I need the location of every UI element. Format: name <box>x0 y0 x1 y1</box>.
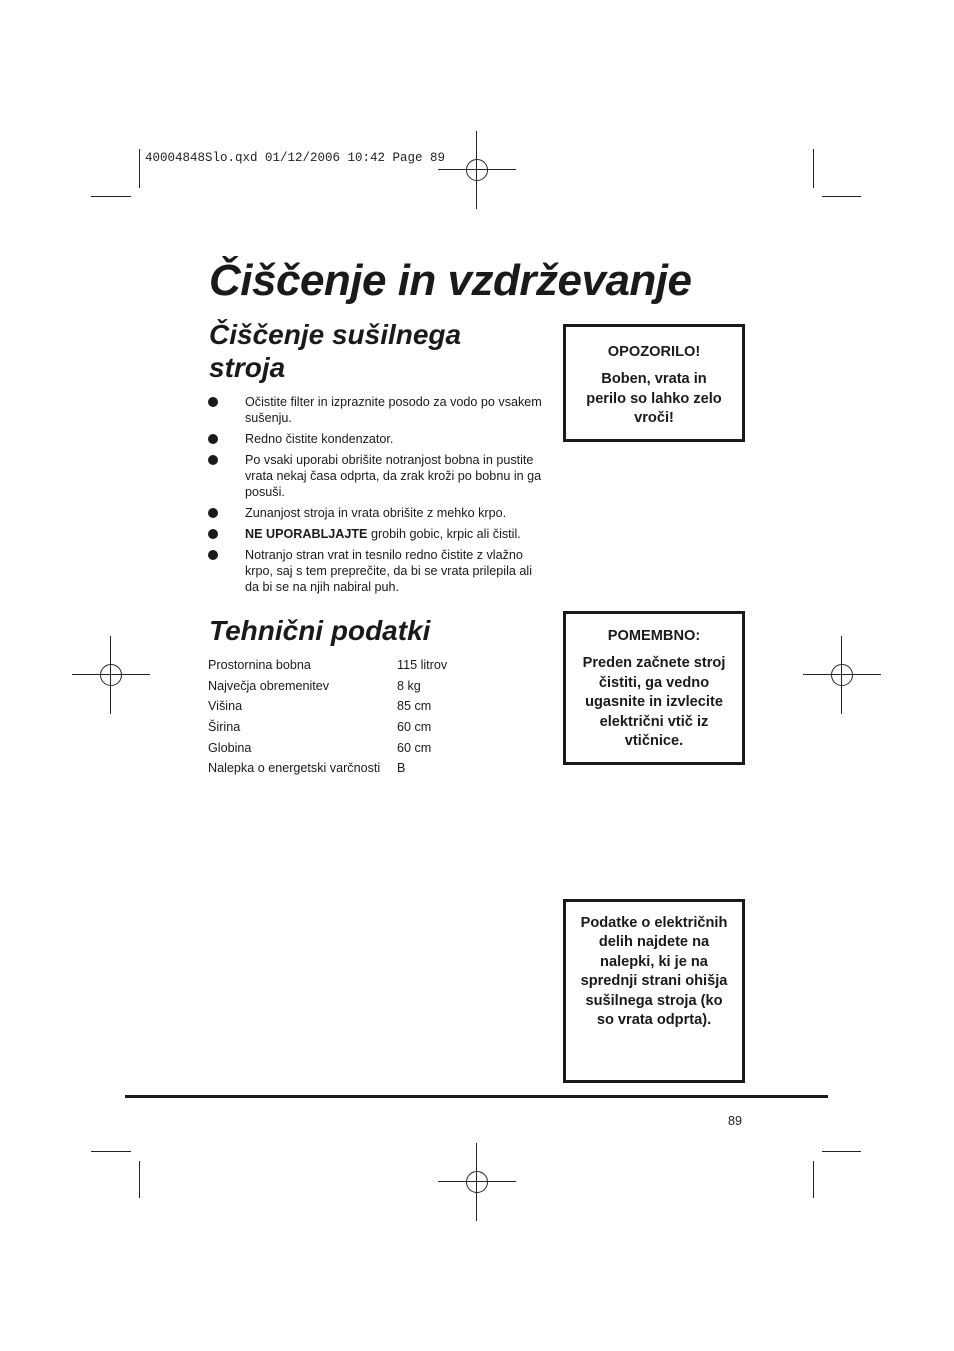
registration-mark-bottom <box>438 1143 516 1221</box>
table-row <box>206 676 449 697</box>
spec-value: 60 cm <box>397 720 432 735</box>
info-text: Podatke o električnih delih najdete na nalepki, ki je na sprednji strani ohišja sušilnega stroja (ko so vrata odprta). <box>580 915 728 1029</box>
registration-mark-top <box>438 131 516 209</box>
list-item <box>208 431 548 447</box>
spec-label: Največja obremenitev <box>208 678 330 693</box>
warning-title: OPOZORILO! <box>607 344 701 360</box>
table-row <box>206 655 449 676</box>
important-title: POMEMBNO: <box>607 628 701 644</box>
bullet-text: Notranjo stran vrat in tesnilo redno čistite z vlažno krpo, saj s tem preprečite, da bi se vrata prilepila ali da bi se na njih nabiral puh. <box>245 548 532 594</box>
table-row <box>206 717 449 738</box>
important-box <box>563 611 745 765</box>
list-item <box>208 526 548 542</box>
info-box <box>563 899 745 1083</box>
bullet-text: Redno čistite kondenzator. <box>245 432 394 446</box>
spec-label: Globina <box>208 740 252 755</box>
bullet-icon <box>208 529 218 539</box>
spec-value: B <box>397 761 406 776</box>
cleaning-heading: Čiščenje sušilnega stroja <box>209 319 462 383</box>
registration-mark-left <box>72 636 150 714</box>
spec-value: 115 litrov <box>397 658 448 673</box>
bullet-icon <box>208 508 218 518</box>
bullet-icon <box>208 397 218 407</box>
footer-rule <box>125 1095 828 1098</box>
bullet-strong: NE UPORABLJAJTE <box>245 527 368 541</box>
cleaning-list <box>208 394 548 600</box>
page-title: Čiščenje in vzdrževanje <box>209 256 692 305</box>
warning-box <box>563 324 745 442</box>
list-item <box>208 394 548 426</box>
bullet-icon <box>208 434 218 444</box>
bullet-icon <box>208 550 218 560</box>
table-row <box>206 758 449 779</box>
table-row <box>206 696 449 717</box>
warning-text: Boben, vrata in perilo so lahko zelo vroči! <box>586 371 722 427</box>
list-item <box>208 452 548 500</box>
registration-mark-right <box>803 636 881 714</box>
spec-value: 85 cm <box>397 699 432 714</box>
bullet-text: Očistite filter in izpraznite posodo za vodo po vsakem sušenju. <box>245 395 542 425</box>
bullet-text: Po vsaki uporabi obrišite notranjost bobna in pustite vrata nekaj časa odprta, da zrak kroži po bobnu in ga posuši. <box>245 453 542 499</box>
bullet-icon <box>208 455 218 465</box>
list-item <box>208 547 548 595</box>
page-number: 89 <box>728 1114 743 1128</box>
spec-value: 8 kg <box>397 678 421 693</box>
spec-label: Nalepka o energetski varčnosti <box>208 761 381 776</box>
bullet-text: grobih gobic, krpic ali čistil. <box>367 527 521 541</box>
spec-label: Višina <box>208 699 243 714</box>
tech-heading: Tehnični podatki <box>209 615 431 646</box>
spec-label: Prostornina bobna <box>208 658 311 673</box>
tech-specs-table <box>206 655 449 779</box>
bullet-text: Zunanjost stroja in vrata obrišite z mehko krpo. <box>245 506 507 520</box>
important-text: Preden začnete stroj čistiti, ga vedno ugasnite in izvlecite električni vtič iz vtičnice. <box>582 655 726 750</box>
file-slug: 40004848Slo.qxd 01/12/2006 10:42 Page 89 <box>145 151 446 165</box>
table-row <box>206 737 449 758</box>
list-item <box>208 505 548 521</box>
spec-value: 60 cm <box>397 740 432 755</box>
spec-label: Širina <box>208 720 241 735</box>
